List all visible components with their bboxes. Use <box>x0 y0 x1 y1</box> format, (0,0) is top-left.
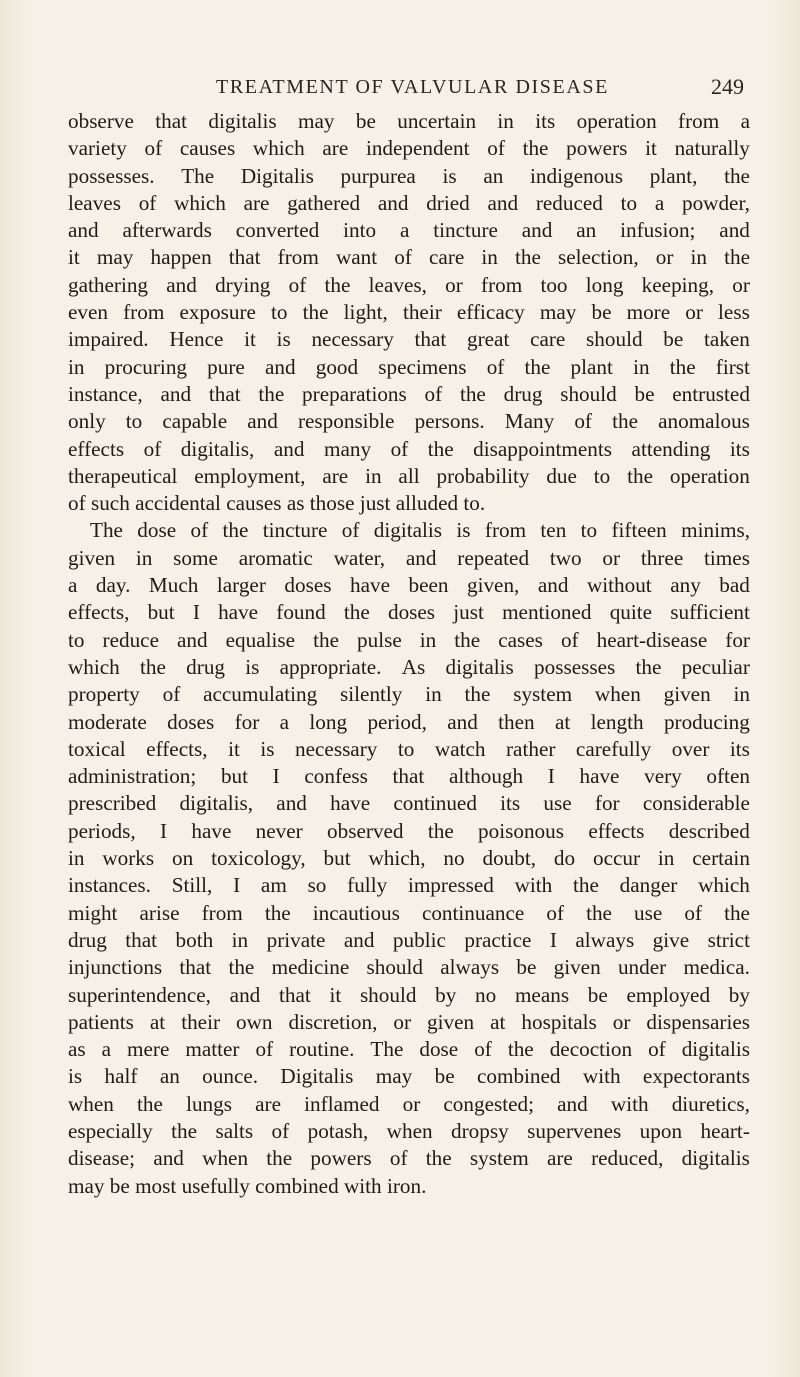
text-line: especially the salts of potash, when dropsy supervenes upon heart- <box>68 1118 750 1143</box>
text-line: in works on toxicology, but which, no doubt, do occur in certain <box>68 846 750 871</box>
text-line: variety of causes which are independent of the powers it naturally <box>68 136 750 161</box>
body-text <box>68 108 750 1200</box>
text-line: observe that digitalis may be uncertain in its operation from a <box>68 109 750 133</box>
text-line: gathering and drying of the leaves, or from too long keeping, or <box>68 272 750 297</box>
text-line: and afterwards converted into a tincture and an infusion; and <box>68 218 750 243</box>
text-line: therapeutical employment, are in all probability due to the operation <box>68 463 750 488</box>
text-line: disease; and when the powers of the system are reduced, digitalis <box>68 1146 750 1171</box>
text-line: instance, and that the preparations of the drug should be entrusted <box>68 381 750 406</box>
text-line: is half an ounce. Digitalis may be combined with expectorants <box>68 1064 750 1089</box>
text-line: only to capable and responsible persons. Many of the anomalous <box>68 409 750 434</box>
text-line: effects, but I have found the doses just mentioned quite sufficient <box>68 600 750 625</box>
text-line: even from exposure to the light, their efficacy may be more or less <box>68 300 750 325</box>
text-line: in procuring pure and good specimens of the plant in the first <box>68 354 750 379</box>
text-line: to reduce and equalise the pulse in the cases of heart-disease for <box>68 627 750 652</box>
text-line: periods, I have never observed the poisonous effects described <box>68 818 750 843</box>
text-line: superintendence, and that it should by no means be employed by <box>68 982 750 1007</box>
text-line: when the lungs are inflamed or congested; and with diuretics, <box>68 1091 750 1116</box>
text-line: of such accidental causes as those just alluded to. <box>68 491 486 516</box>
text-line: leaves of which are gathered and dried and reduced to a powder, <box>68 190 750 215</box>
text-line: possesses. The Digitalis purpurea is an indigenous plant, the <box>68 163 750 188</box>
text-line: moderate doses for a long period, and then at length producing <box>68 709 750 734</box>
text-line: impaired. Hence it is necessary that great care should be taken <box>68 327 750 352</box>
text-line: prescribed digitalis, and have continued its use for considerable <box>68 791 750 816</box>
text-line: given in some aromatic water, and repeated two or three times <box>68 545 750 570</box>
text-line: administration; but I confess that although I have very often <box>68 764 750 789</box>
running-title: TREATMENT OF VALVULAR DISEASE <box>216 76 609 98</box>
running-head <box>68 76 744 102</box>
text-line: may be most usefully combined with iron. <box>68 1173 427 1198</box>
text-line: effects of digitalis, and many of the disappointments attending its <box>68 436 750 461</box>
text-line: might arise from the incautious continuance of the use of the <box>68 900 750 925</box>
text-line: which the drug is appropriate. As digitalis possesses the peculiar <box>68 654 750 679</box>
text-line: The dose of the tincture of digitalis is from ten to fifteen minims, <box>90 518 750 543</box>
text-line: toxical effects, it is necessary to watch rather carefully over its <box>68 736 750 761</box>
text-line: drug that both in private and public practice I always give strict <box>68 927 750 952</box>
page-number: 249 <box>711 74 744 99</box>
text-line: a day. Much larger doses have been given, and without any bad <box>68 573 750 598</box>
text-line: property of accumulating silently in the system when given in <box>68 682 750 707</box>
text-line: patients at their own discretion, or given at hospitals or dispensaries <box>68 1009 750 1034</box>
text-line: it may happen that from want of care in the selection, or in the <box>68 245 750 270</box>
text-line: injunctions that the medicine should always be given under medica. <box>68 955 750 980</box>
text-line: instances. Still, I am so fully impressed with the danger which <box>68 873 750 898</box>
text-line: as a mere matter of routine. The dose of the decoction of digitalis <box>68 1037 750 1062</box>
